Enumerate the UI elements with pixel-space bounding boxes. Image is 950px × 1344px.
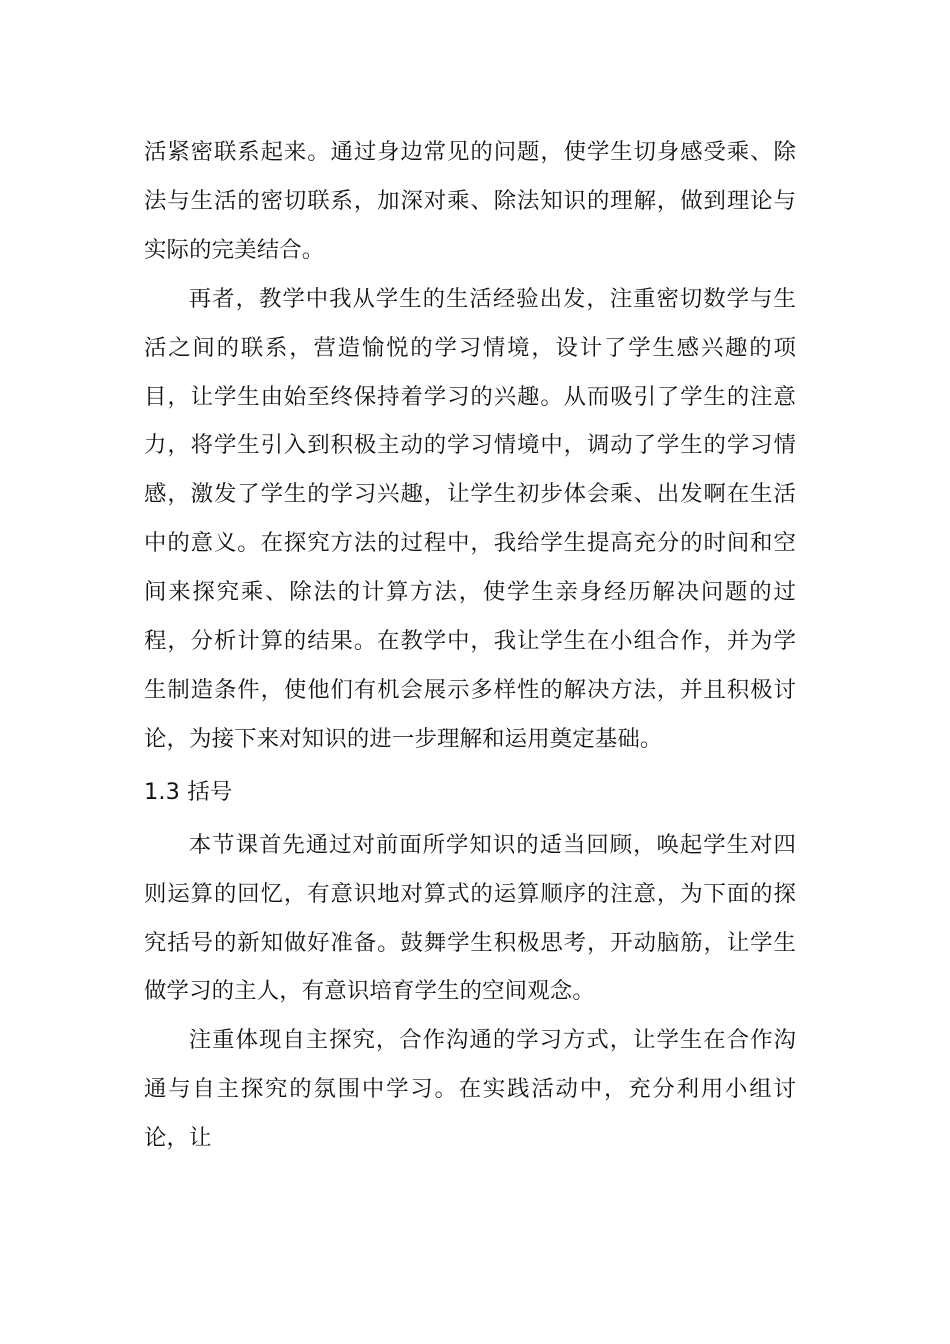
paragraph-brackets-intro: 本节课首先通过对前面所学知识的适当回顾，唤起学生对四则运算的回忆，有意识地对算式的运算顺序的注意，为下面的探究括号的新知做好准备。鼓舞学生积极思考，开动脑筋，让学生做学习的主人，有意识培育学生的空间观念。 <box>144 831 796 1005</box>
section-heading: 1.3 括号 <box>144 778 233 805</box>
paragraph-teaching-reflection: 再者，教学中我从学生的生活经验出发，注重密切数学与生活之间的联系，营造愉悦的学习情境，设计了学生感兴趣的项目，让学生由始至终保持着学习的兴趣。从而吸引了学生的注意力，将学生引入到积极主动的学习情境中，调动了学生的学习情感，激发了学生的学习兴趣，让学生初步体会乘、出发啊在生活中的意义。在探究方法的过程中，我给学生提高充分的时间和空间来探究乘、除法的计算方法，使学生亲身经历解决问题的过程，分析计算的结果。在教学中，我让学生在小组合作，并为学生制造条件，使他们有机会展示多样性的解决方法，并且积极讨论，为接下来对知识的进一步理解和运用奠定基础。 <box>144 285 796 752</box>
paragraph-cooperative-learning: 注重体现自主探究，合作沟通的学习方式，让学生在合作沟通与自主探究的氛围中学习。在实践活动中，充分利用小组讨论，让 <box>144 1027 796 1152</box>
paragraph-continued: 活紧密联系起来。通过身边常见的问题，使学生切身感受乘、除法与生活的密切联系，加深对乘、除法知识的理解，做到理论与实际的完美结合。 <box>144 139 796 263</box>
page-content <box>144 128 796 1163</box>
